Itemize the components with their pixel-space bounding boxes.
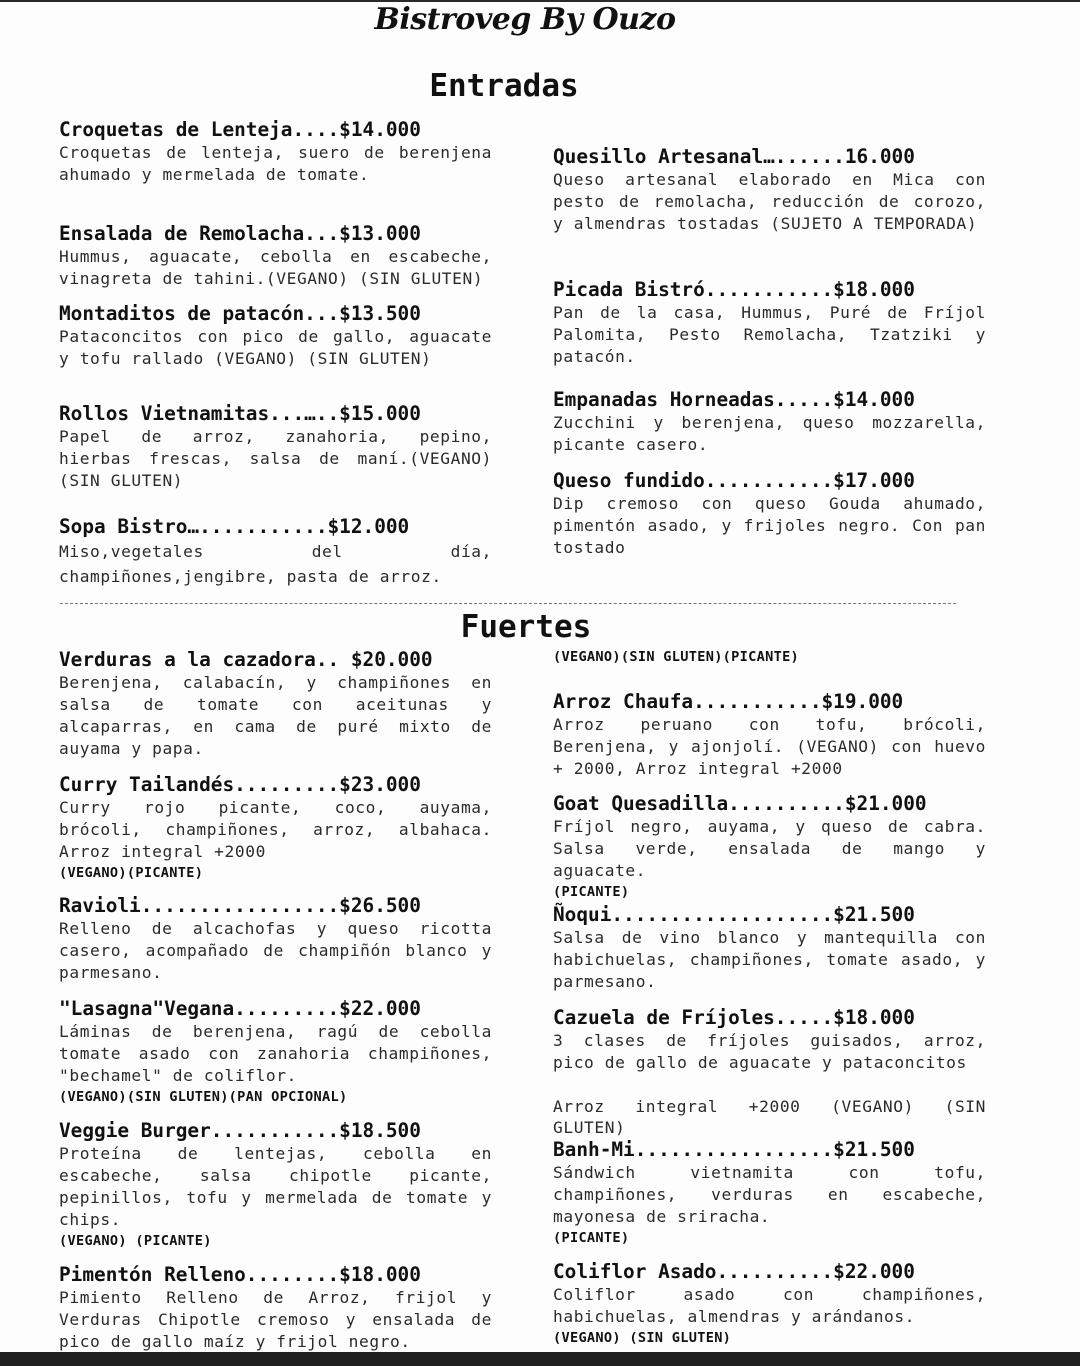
item-tags: (PICANTE) [553,884,630,900]
bottom-bar [0,1352,1080,1366]
menu-item [553,1138,986,1249]
item-heading: Ensalada de Remolacha...$13.000 [59,222,421,245]
item-heading: Ñoqui...................$21.500 [553,903,915,926]
item-heading: Verduras a la cazadora.. $20.000 [59,648,433,671]
item-heading: Quesillo Artesanal…......16.000 [553,145,915,168]
item-heading: Cazuela de Fríjoles.....$18.000 [553,1006,915,1029]
menu-item [59,997,492,1108]
item-description: Salsa de vino blanco y mantequilla con habichuelas, champiñones, tomate asado, y parmesano. [553,928,986,991]
item-description: Pataconcitos con pico de gallo, aguacate y tofu rallado (VEGANO) (SIN GLUTEN) [59,327,492,368]
item-heading: Veggie Burger...........$18.500 [59,1119,421,1142]
item-heading: Arroz Chaufa...........$19.000 [553,690,904,713]
item-description: Coliflor asado con champiñones, habichuelas, almendras y arándanos. [553,1285,986,1326]
item-description: Láminas de berenjena, ragú de cebolla tomate asado con zanahoria champiñones, "bechamel" de coliflor. [59,1022,492,1085]
item-description: 3 clases de fríjoles guisados, arroz, pico de gallo de aguacate y pataconcitos [553,1031,986,1072]
item-description: Papel de arroz, zanahoria, pepino, hierbas frescas, salsa de maní.(VEGANO)(SIN GLUTEN) [59,427,492,490]
item-description: Proteína de lentejas, cebolla en escabeche, salsa chipotle picante, pepinillos, tofu y mermelada de tomate y chips. [59,1144,492,1229]
section-divider [60,603,956,604]
item-description: Queso artesanal elaborado en Mica con pesto de remolacha, reducción de corozo, y almendras tostadas (SUJETO A TEMPORADA) [553,170,986,233]
item-heading: Sopa Bistro…...........$12.000 [59,515,410,538]
item-description: Relleno de alcachofas y queso ricotta casero, acompañado de champiñón blanco y parmesano. [59,919,492,982]
menu-item [553,690,986,780]
item-heading: Picada Bistró...........$18.000 [553,278,915,301]
item-heading: Ravioli.................$26.500 [59,894,421,917]
item-tags: (VEGANO)(SIN GLUTEN)(PICANTE) [553,649,800,665]
item-description: Zucchini y berenjena, queso mozzarella, picante casero. [553,413,986,454]
item-description: Croquetas de lenteja, suero de berenjena ahumado y mermelada de tomate. [59,143,492,184]
menu-item-continued-tags [553,647,986,668]
section-title-entradas: Entradas [429,68,579,104]
item-tags: (PICANTE) [553,1230,630,1246]
item-description: Arroz integral +2000 (VEGANO) (SIN GLUTEN) [553,1097,986,1137]
item-description: Arroz peruano con tofu, brócoli, Berenjena, y ajonjolí. (VEGANO) con huevo + 2000, Arroz integral +2000 [553,715,986,778]
menu-item [59,648,492,760]
item-tags: (VEGANO) (SIN GLUTEN) [553,1330,732,1346]
item-heading: Rollos Vietnamitas...…..$15.000 [59,402,421,425]
menu-item [59,402,492,492]
menu-item [553,388,986,456]
item-heading: Queso fundido...........$17.000 [553,469,915,492]
item-description: Curry rojo picante, coco, auyama, brócoli, champiñones, arroz, albahaca. Arroz integral +2000 [59,798,492,861]
item-description: Miso,vegetales del día, champiñones,jengibre, pasta de arroz. [59,542,492,586]
item-tags: (VEGANO)(PICANTE) [59,865,204,881]
item-description: Pimiento Relleno de Arroz, frijol y Verduras Chipotle cremoso y ensalada de pico de gallo maíz y frijol negro. [59,1288,492,1351]
item-heading: Curry Tailandés.........$23.000 [59,773,421,796]
menu-item [553,1260,986,1349]
menu-item [59,1263,492,1353]
item-description: Berenjena, calabacín, y champiñones en salsa de tomate con aceitunas y alcaparras, en cama de puré mixto de auyama y papa. [59,673,492,758]
item-heading: Banh-Mi.................$21.500 [553,1138,915,1161]
item-heading: Montaditos de patacón...$13.500 [59,302,421,325]
item-heading: Goat Quesadilla..........$21.000 [553,792,927,815]
item-description: Sándwich vietnamita con tofu, champiñones, verduras en escabeche, mayonesa de sriracha. [553,1163,986,1226]
item-heading: Empanadas Horneadas.....$14.000 [553,388,915,411]
menu-item [59,894,492,984]
item-description: Hummus, aguacate, cebolla en escabeche, vinagreta de tahini.(VEGANO) (SIN GLUTEN) [59,247,492,288]
menu-item [553,469,986,559]
menu-item [59,118,492,186]
menu-item [59,302,492,370]
item-heading: "Lasagna"Vegana.........$22.000 [59,997,421,1020]
item-heading: Pimentón Relleno........$18.000 [59,1263,421,1286]
menu-item-continued-desc [553,1096,986,1138]
menu-item [553,792,986,902]
item-description: Dip cremoso con queso Gouda ahumado, pimentón asado, y frijoles negro. Con pan tostado [553,494,986,557]
menu-item [553,903,986,993]
menu-item [553,1006,986,1074]
item-tags: (VEGANO) (PICANTE) [59,1233,212,1249]
item-heading: Coliflor Asado..........$22.000 [553,1260,915,1283]
section-title-fuertes: Fuertes [460,609,592,645]
item-description: Pan de la casa, Hummus, Puré de Fríjol Palomita, Pesto Remolacha, Tzatziki y patacón. [553,303,986,366]
brand-logo: Bistroveg By Ouzo [374,2,676,37]
item-tags: (VEGANO)(SIN GLUTEN)(PAN OPCIONAL) [59,1089,348,1105]
menu-item [59,222,492,290]
menu-item [59,1119,492,1252]
menu-item [553,278,986,368]
item-description: Fríjol negro, auyama, y queso de cabra. Salsa verde, ensalada de mango y aguacate. [553,817,986,880]
item-heading: Croquetas de Lenteja....$14.000 [59,118,421,141]
menu-item [553,145,986,235]
menu-item [59,515,492,589]
menu-item [59,773,492,884]
